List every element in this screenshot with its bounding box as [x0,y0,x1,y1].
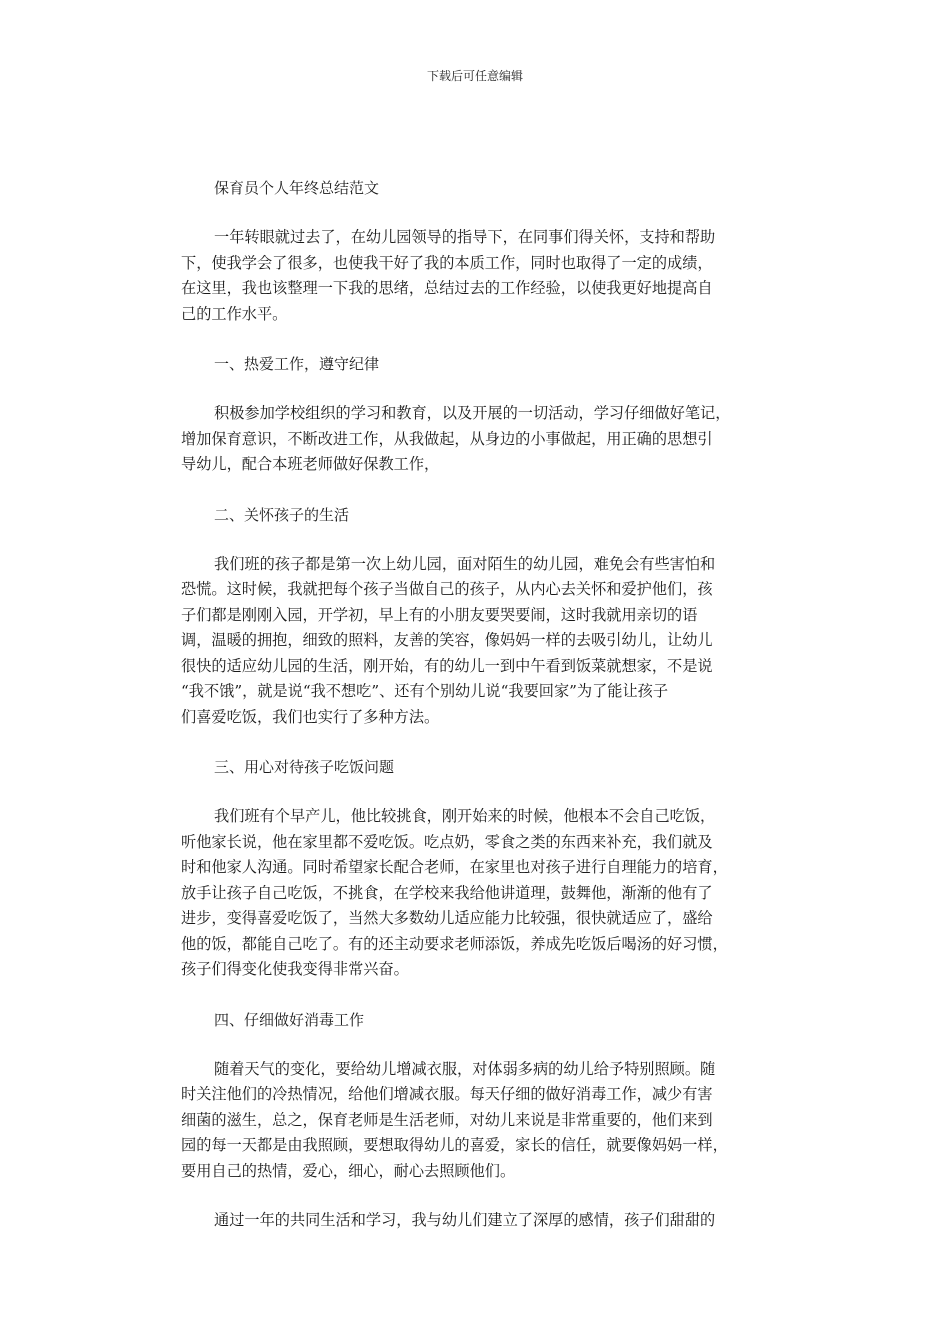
section-paragraph-1 [181,401,777,478]
section-heading-1: 一、热爱工作，遵守纪律 [214,355,380,373]
document-title: 保育员个人年终总结范文 [214,179,380,197]
paragraph-line: 要用自己的热情，爱心，细心，耐心去照顾他们。 [181,1161,516,1180]
paragraph-line: 随着天气的变化，要给幼儿增减衣服，对体弱多病的幼儿给予特别照顾。随 [214,1059,716,1078]
intro-paragraph [181,225,777,327]
paragraph-line: 下，使我学会了很多，也使我干好了我的本质工作，同时也取得了一定的成绩， [181,253,713,272]
paragraph-line: 己的工作水平。 [181,304,288,323]
paragraph-line: 放手让孩子自己吃饭，不挑食，在学校来我给他讲道理，鼓舞他，渐渐的他有了 [181,883,713,902]
paragraph-line: 积极参加学校组织的学习和教育，以及开展的一切活动，学习仔细做好笔记， [214,404,731,422]
closing-paragraph [181,1208,777,1234]
paragraph-line: 一年转眼就过去了，在幼儿园领导的指导下，在同事们得关怀，支持和帮助 [214,228,716,246]
paragraph-line: 园的每一天都是由我照顾，要想取得幼儿的喜爱，家长的信任，就要像妈妈一样， [181,1136,728,1154]
page-header [0,68,950,84]
paragraph-line: “我不饿”，就是说“我不想吃”、还有个别幼儿说“我要回家”为了能让孩子 [181,682,669,700]
section-heading-4: 四、仔细做好消毒工作 [214,1010,365,1029]
paragraph-line: 时关注他们的冷热情况，给他们增减衣服。每天仔细的做好消毒工作，减少有害 [181,1085,713,1103]
paragraph-line: 听他家长说，他在家里都不爱吃饭。吃点奶，零食之类的东西来补充，我们就及 [181,832,713,851]
paragraph-line: 子们都是刚刚入园，开学初，早上有的小朋友要哭要闹，这时我就用亲切的语 [181,605,698,624]
section-heading-2: 二、关怀孩子的生活 [214,505,350,524]
paragraph-line: 我们班有个早产儿，他比较挑食，刚开始来的时候，他根本不会自己吃饭， [214,807,716,825]
paragraph-line: 导幼儿，配合本班老师做好保教工作， [181,455,440,473]
paragraph-line: 通过一年的共同生活和学习，我与幼儿们建立了深厚的感情，孩子们甜甜的 [214,1211,716,1229]
paragraph-line: 时和他家人沟通。同时希望家长配合老师，在家里也对孩子进行自理能力的培育， [181,858,728,876]
paragraph-line: 在这里，我也该整理一下我的思绪，总结过去的工作经验，以使我更好地提高自 [181,279,713,297]
section-heading-3: 三、用心对待孩子吃饭问题 [214,758,395,776]
section-paragraph-3 [181,804,777,983]
paragraph-line: 很快的适应幼儿园的生活，刚开始，有的幼儿一到中午看到饭菜就想家，不是说 [181,656,713,675]
document-body [181,175,777,1258]
paragraph-line: 进步，变得喜爱吃饭了，当然大多数幼儿适应能力比较强，很快就适应了，盛给 [181,909,713,927]
paragraph-line: 孩子们得变化使我变得非常兴奋。 [181,960,409,978]
paragraph-line: 我们班的孩子都是第一次上幼儿园，面对陌生的幼儿园，难免会有些害怕和 [214,554,716,573]
section-paragraph-2 [181,552,777,731]
paragraph-line: 细菌的滋生，总之，保育老师是生活老师，对幼儿来说是非常重要的，他们来到 [181,1110,713,1129]
paragraph-line: 们喜爱吃饭，我们也实行了多种方法。 [181,707,440,726]
paragraph-line: 他的饭，都能自己吃了。有的还主动要求老师添饭，养成先吃饭后喝汤的好习惯， [181,934,728,953]
header-text: 下载后可任意编辑 [426,69,523,83]
section-paragraph-4 [181,1057,777,1185]
paragraph-line: 恐慌。这时候，我就把每个孩子当做自己的孩子，从内心去关怀和爱护他们，孩 [181,580,713,598]
paragraph-line: 调，温暖的拥抱，细致的照料，友善的笑容，像妈妈一样的去吸引幼儿，让幼儿 [181,631,713,649]
paragraph-line: 增加保育意识，不断改进工作，从我做起，从身边的小事做起，用正确的思想引 [181,429,713,448]
